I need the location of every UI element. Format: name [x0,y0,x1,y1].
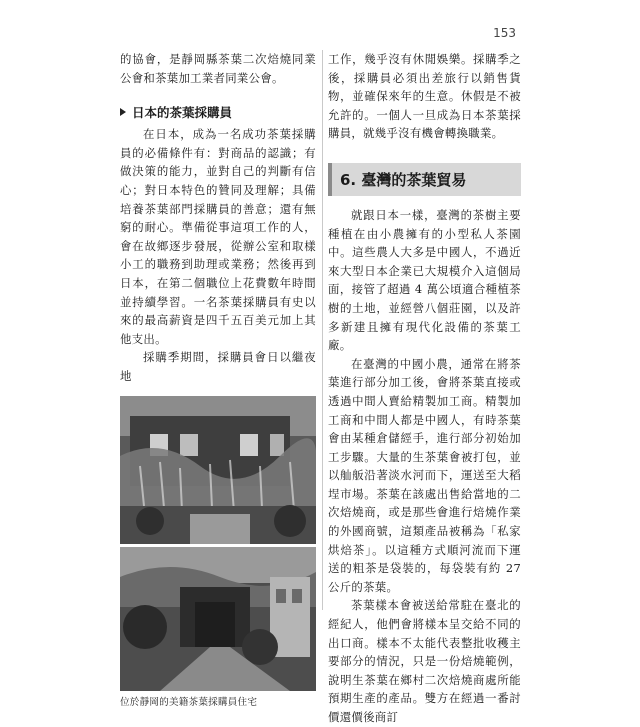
left-paragraph-1: 在日本，成為一名成功茶葉採購員的必備條件有：對商品的認識；有做決策的能力，並對自己的判斷有信心；對日本特色的贊同及理解；具備培養茶葉部門採購員的善意；還有無窮的耐心。準備從事這項工作的人，會在故鄉逐步發展，從辦公室和取樣小工的職務到助理或業務；然後再到日本，在第二個職位上花費數年時間並持續學習。一名茶葉採購員有史以來的最高薪資是四千五百美元加上其他支出。 [120,127,316,346]
left-paragraph-2: 採購季期間，採購員會日以繼夜地 [120,350,316,383]
right-continued-paragraph: 工作，幾乎沒有休閒娛樂。採購季之後，採購員必須出差旅行以銷售貨物，並確保來年的生意。休假是不被允許的。一個人一旦成為日本茶葉採購員，就幾乎沒有機會轉換職業。 [328,52,521,141]
page-number: 153 [493,26,516,40]
right-paragraph-1: 就跟日本一樣，臺灣的茶樹主要種植在由小農擁有的小型私人茶園中。這些農人大多是中國人，不過近來大型日本企業已大規模介入這個局面，接管了超過 4 萬公頃適合種植茶樹的土地，並經營八個莊園，以及許多新建且擁有現代化設備的茶葉工廠。 [328,207,521,353]
photo-residence-entrance [120,547,316,691]
subheading-japan-tea-buyer [120,103,316,121]
left-continued-paragraph: 的協會，是靜岡縣茶葉二次焙燒同業公會和茶葉加工業者同業公會。 [120,52,316,85]
subheading-text: 日本的茶葉採購員 [132,105,233,121]
column-divider [322,50,323,610]
right-column [328,50,521,727]
photo-caption: 位於靜岡的美籍茶葉採購員住宅 [120,696,258,708]
left-column [120,50,316,708]
section-heading-taiwan-tea-trade: 6. 臺灣的茶葉貿易 [328,163,521,196]
photo-residence-exterior [120,396,316,544]
triangle-bullet-icon [120,108,126,116]
right-paragraph-3: 茶葉樣本會被送給常駐在臺北的經紀人，他們會將樣本呈交給不同的出口商。樣本不太能代表整批收穫主要部分的情況，只是一份焙燒範例，說明生茶葉在鄉村二次焙燒商處所能預期生產的產品。雙方在經過一番討價還價後商訂 [328,598,521,724]
right-paragraph-2: 在臺灣的中國小農，通常在將茶葉進行部分加工後，會將茶葉直接或透過中間人賣給精製加工商。精製加工商和中間人都是中國人，有時茶葉會由某種倉儲經手，進行部分初始加工步驟。大量的生茶葉會被打包，並以舢舨沿著淡水河而下，運送至大稻埕市場。茶葉在該處出售給當地的二次焙燒商，或是那些會進行焙燒作業的外國商號，這類產品被稱為「私家烘焙茶」。以這種方式順河流而下運送的粗茶是袋裝的，每袋裝有約 27 公斤的茶葉。 [328,356,521,594]
